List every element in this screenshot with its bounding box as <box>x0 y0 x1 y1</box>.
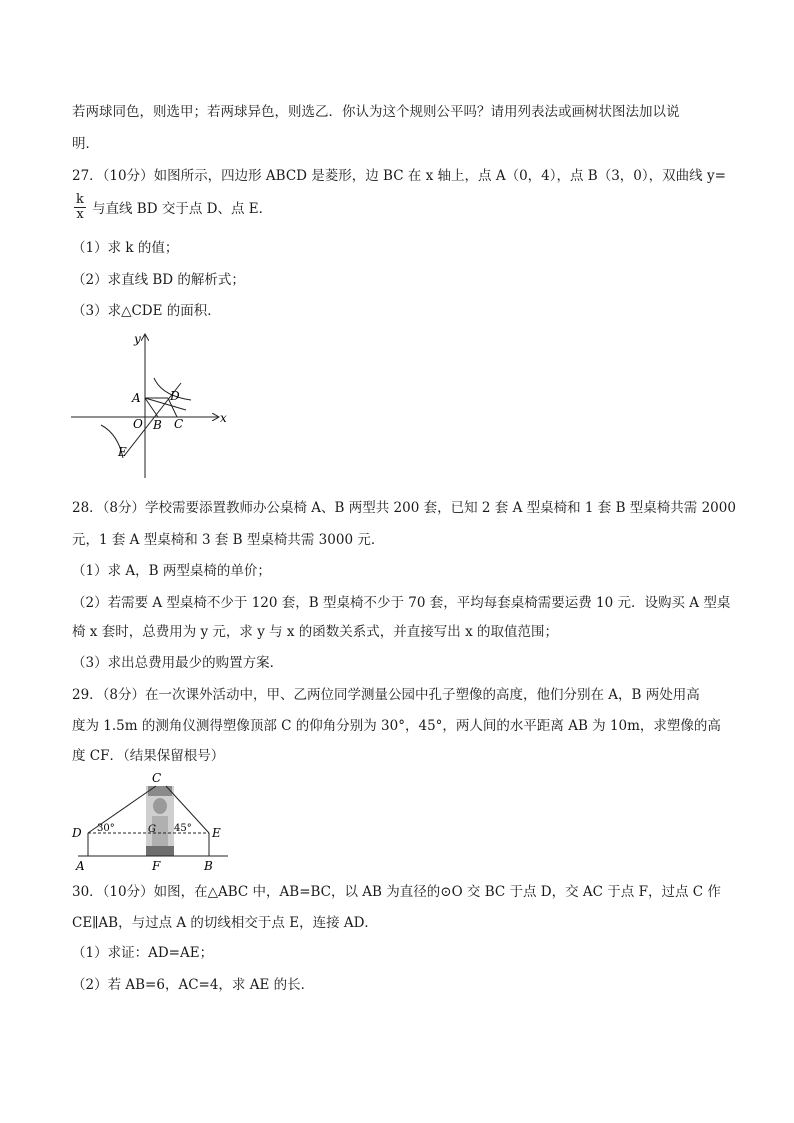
q28-sub1: （1）求 A，B 两型桌椅的单价； <box>72 563 271 579</box>
q30-sub1: （1）求证：AD=AE； <box>72 945 214 961</box>
q29-stem-line3: 度 CF．（结果保留根号） <box>72 748 225 764</box>
q29-statue-figure <box>66 770 236 876</box>
label-x: x <box>220 411 227 425</box>
q27-sub2: （2）求直线 BD 的解析式； <box>72 272 245 288</box>
q28-sub3: （3）求出总费用最少的购置方案． <box>72 655 284 671</box>
label-B: B <box>204 859 213 873</box>
label-A: A <box>132 391 141 405</box>
q29-stem-line2: 度为 1.5m 的测角仪测得塑像顶部 C 的仰角分别为 30°，45°，两人间的水平距离 AB 为 10m，求塑像的高 <box>72 718 721 734</box>
label-angle30: 30° <box>97 823 115 834</box>
label-y: y <box>134 332 141 346</box>
label-A: A <box>76 859 85 873</box>
q26-text-line2: 明． <box>72 136 99 152</box>
q28-stem-line1: 28．（8分）学校需要添置教师办公桌椅 A、B 两型共 200 套，已知 2 套 A 型桌椅和 1 套 B 型桌椅共需 2000 <box>72 500 736 516</box>
label-G: G <box>148 824 156 835</box>
q26-text-line1: 若两球同色，则选甲；若两球异色，则选乙．你认为这个规则公平吗？请用列表法或画树状图法加以说 <box>72 104 680 120</box>
label-E: E <box>212 826 221 840</box>
q27-sub1: （1）求 k 的值； <box>72 240 179 256</box>
q27-stem-line1: 27．（10分）如图所示，四边形 ABCD 是菱形，边 BC 在 x 轴上，点 A（0，4），点 B（3，0），双曲线 y= <box>72 168 726 184</box>
label-D: D <box>72 826 82 840</box>
fraction-numerator: k <box>74 193 86 208</box>
label-angle45: 45° <box>174 823 192 834</box>
label-C: C <box>152 771 162 785</box>
fraction-denominator: x <box>76 207 84 222</box>
q29-stem-line1: 29．（8分）在一次课外活动中，甲、乙两位同学测量公园中孔子塑像的高度，他们分别在 A，B 两处用高 <box>72 687 700 703</box>
label-C: C <box>174 417 184 431</box>
q30-sub2: （2）若 AB=6，AC=4，求 AE 的长． <box>72 977 315 993</box>
q28-sub2-line2: 椅 x 套时，总费用为 y 元，求 y 与 x 的函数关系式，并直接写出 x 的取值范围； <box>72 624 559 640</box>
q30-stem-line1: 30．（10分）如图，在△ABC 中，AB=BC，以 AB 为直径的⊙O 交 BC 于点 D，交 AC 于点 F，过点 C 作 <box>72 884 721 900</box>
q30-stem-line2: CE∥AB，与过点 A 的切线相交于点 E，连接 AD． <box>72 915 378 931</box>
q27-coordinate-figure <box>66 330 236 480</box>
label-B: B <box>153 418 162 432</box>
q27-stem-line2: 与直线 BD 交于点 D、点 E． <box>92 201 273 217</box>
q28-stem-line2: 元，1 套 A 型桌椅和 3 套 B 型桌椅共需 3000 元． <box>72 532 385 548</box>
label-O: O <box>133 417 143 431</box>
q28-sub2-line1: （2）若需要 A 型桌椅不少于 120 套，B 型桌椅不少于 70 套，平均每套桌椅需要运费 10 元．设购买 A 型桌 <box>72 595 731 611</box>
segment-AC <box>145 398 186 410</box>
q27-sub3: （3）求△CDE 的面积． <box>72 303 221 319</box>
label-F: F <box>152 859 161 873</box>
label-E: E <box>118 445 127 459</box>
label-D: D <box>170 389 180 403</box>
q27-fraction-k-over-x <box>74 193 86 222</box>
